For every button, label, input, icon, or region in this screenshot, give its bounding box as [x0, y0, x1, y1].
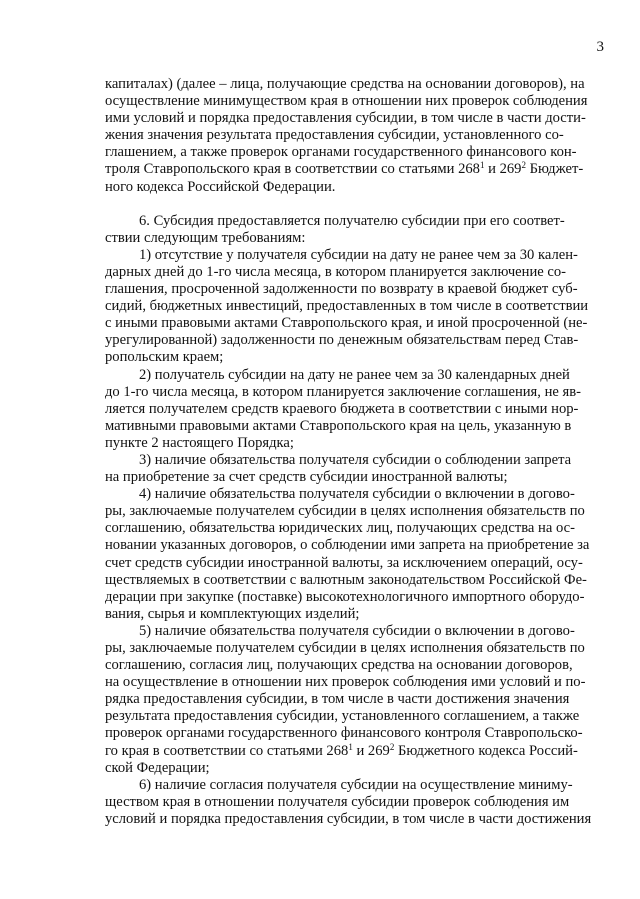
text-line: урегулированной) задолженности по денежным обязательствам перед Став-	[105, 332, 579, 349]
text-line: глашением, а также проверок органами государственного финансового кон-	[105, 144, 577, 161]
item-4-paragraph	[105, 486, 605, 623]
text-line: 4) наличие обязательства получателя субсидии о включении в догово-	[139, 486, 575, 503]
text-line: ществляемых в соответствии с валютным законодательством Российской Фе-	[105, 571, 587, 588]
item-3-paragraph	[105, 452, 605, 486]
text-line: на приобретение за счет средств субсидии иностранной валюты;	[105, 469, 508, 486]
text-line: вания, сырья и комплектующих изделий;	[105, 605, 360, 622]
page-number: 3	[596, 39, 604, 55]
text-line: счет средств субсидии иностранной валюты, за исключением операций, осу-	[105, 554, 583, 571]
text-line: сидий, бюджетных инвестиций, предоставленных в том числе в соответствии	[105, 298, 589, 315]
text-line: результата предоставления субсидии, установленного соглашением, а также	[105, 708, 580, 725]
text-line: мативными правовыми актами Ставропольского края на цель, указанную в	[105, 417, 572, 434]
text-line: рядка предоставления субсидии, в том числе в части достижения значения	[105, 691, 570, 708]
text-line: го края в соответствии со статьями $268^1$ и $269^2$ Бюджетного кодекса Россий-	[105, 741, 578, 759]
text-line: 5) наличие обязательства получателя субсидии о включении в догово-	[139, 622, 575, 639]
text-line: дарных дней до 1-го числа месяца, в котором планируется заключение со-	[105, 263, 567, 280]
text-line: до 1-го числа месяца, в котором планируется заключение соглашения, не яв-	[105, 383, 581, 400]
text-line: соглашению, обязательства юридических лиц, получающих средства на ос-	[105, 520, 575, 537]
text-line: новании указанных договоров, о соблюдении ими запрета на приобретение за	[105, 537, 590, 554]
text-line: ры, заключаемые получателем субсидии в целях исполнения обязательств по	[105, 640, 585, 656]
item-6-paragraph	[105, 777, 605, 828]
text-line: соглашению, согласия лиц, получающих средства на основании договоров,	[105, 657, 573, 674]
item-5-paragraph	[105, 623, 605, 777]
text-line: ской Федерации;	[105, 759, 210, 776]
text-line: ного кодекса Российской Федерации.	[105, 178, 336, 195]
intro-paragraph	[105, 76, 605, 196]
text-line: капиталах) (далее – лица, получающие средства на основании договоров), на	[105, 76, 585, 92]
section-6-paragraph	[105, 213, 605, 247]
text-line: проверок органами государственного финансового контроля Ставропольско-	[105, 725, 583, 742]
text-line: ими условий и порядка предоставления субсидии, в том числе в части дости-	[105, 110, 586, 127]
text-line: 1) отсутствие у получателя субсидии на дату не ранее чем за 30 кален-	[139, 246, 578, 263]
text-line: 2) получатель субсидии на дату не ранее чем за 30 календарных дней	[139, 366, 570, 383]
superscript: 1	[479, 160, 485, 171]
text-line: ры, заключаемые получателем субсидии в целях исполнения обязательств по	[105, 503, 585, 520]
text-line: ляется получателем средств краевого бюджета в соответствии с иными нор-	[105, 400, 579, 417]
superscript: 2	[521, 160, 526, 171]
text-line: на осуществление в отношении них проверок соблюдения ими условий и по-	[105, 674, 586, 691]
superscript: 1	[348, 741, 353, 752]
text-line: осуществление минимуществом края в отношении них проверок соблюдения	[105, 93, 588, 110]
text-line: пункте 2 настоящего Порядка;	[105, 434, 294, 451]
text-line: 6) наличие согласия получателя субсидии на осуществление миниму-	[139, 776, 573, 793]
text-line: 3) наличие обязательства получателя субсидии о соблюдении запрета	[139, 451, 572, 468]
item-2-paragraph	[105, 367, 605, 452]
text-line: троля Ставропольского края в соответствии со статьями $268^1$ и $269^2$ Бюджет-	[105, 160, 584, 178]
text-line: дерации при закупке (поставке) высокотехнологичного импортного оборудо-	[105, 588, 585, 605]
document-body	[105, 76, 605, 828]
superscript: 2	[389, 741, 395, 752]
text-line: ществом края в отношении получателя субсидии проверок соблюдения им	[105, 793, 570, 810]
item-1-paragraph	[105, 247, 605, 367]
text-line: ропольским краем;	[105, 349, 224, 366]
text-line: условий и порядка предоставления субсидии, в том числе в части достижения	[105, 810, 592, 827]
text-line: с иными правовыми актами Ставропольского края, и иной просроченной (не-	[105, 315, 588, 332]
text-line: глашения, просроченной задолженности по возврату в краевой бюджет суб-	[105, 281, 578, 298]
text-line: жения значения результата предоставления субсидии, установленного со-	[105, 127, 564, 144]
text-line: 6. Субсидия предоставляется получателю субсидии при его соответ-	[139, 212, 565, 229]
text-line: ствии следующим требованиям:	[105, 229, 306, 246]
